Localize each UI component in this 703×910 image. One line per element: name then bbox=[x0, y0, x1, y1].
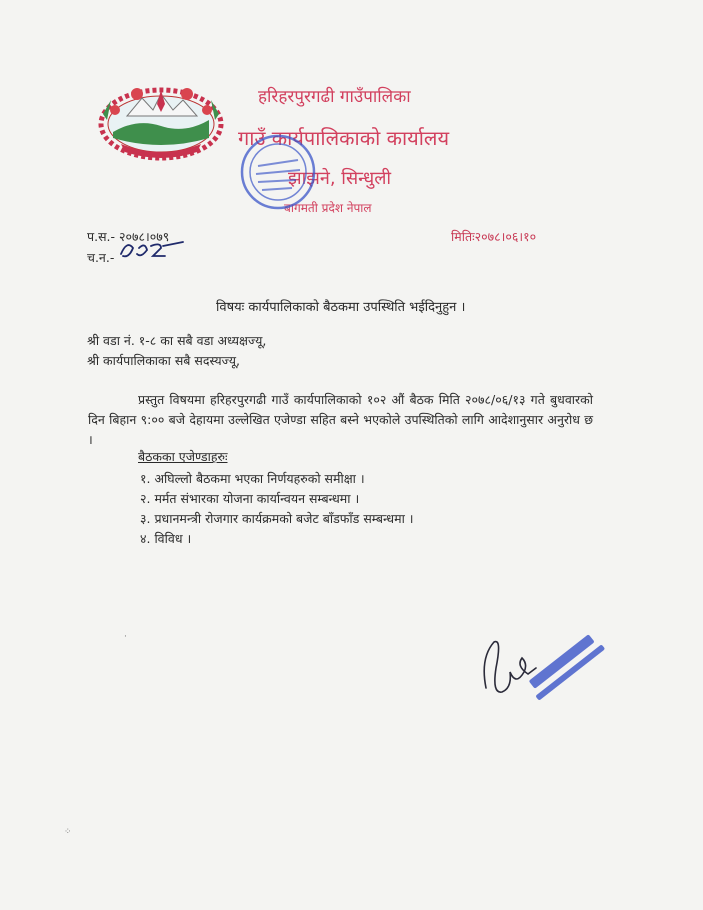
scan-speck: · bbox=[124, 632, 127, 642]
recipient-line: श्री वडा नं. १-८ का सबै वडा अध्यक्षज्यू, bbox=[87, 333, 267, 348]
agenda-item: ३. प्रधानमन्त्री रोजगार कार्यक्रमको बजेट बाँडफाँड सम्बन्धमा । bbox=[140, 511, 414, 526]
agenda-item: १. अघिल्लो बैठकमा भएका निर्णयहरुको समीक्षा । bbox=[140, 471, 365, 486]
agenda-item: २. मर्मत संभारका योजना कार्यान्वयन सम्बन्धमा । bbox=[140, 491, 360, 506]
office-location: झाझने, सिन्धुली bbox=[288, 168, 392, 189]
officer-stamp-icon bbox=[517, 628, 613, 710]
office-stamp-icon bbox=[236, 130, 320, 214]
agenda-list bbox=[140, 469, 414, 549]
letter-subject: विषयः कार्यपालिकाको बैठकमा उपस्थिति भईदिनुहुन । bbox=[216, 300, 466, 315]
recipients bbox=[87, 331, 266, 371]
scan-speck: ⁘ bbox=[64, 827, 72, 837]
dispatch-label: च.न.- bbox=[87, 250, 115, 265]
agenda-title: बैठकका एजेण्डाहरुः bbox=[138, 449, 228, 464]
province-name: बागमती प्रदेश नेपाल bbox=[284, 201, 372, 215]
fiscal-year-ref: प.स.- २०७८।०७९ bbox=[87, 229, 170, 244]
svg-text:१९८: १९८ bbox=[117, 260, 119, 261]
nepal-emblem-icon bbox=[97, 80, 225, 164]
dispatch-number-handwritten bbox=[117, 238, 187, 262]
recipient-line: श्री कार्यपालिकाका सबै सदस्यज्यू, bbox=[87, 353, 240, 368]
letter-body: प्रस्तुत विषयमा हरिहरपुरगढी गाउँ कार्यपालिकाको १०२ औं बैठक मिति २०७८/०६/१३ गते बुधवारको दिन बिहान ९:०० बजे देहायमा उल्लेखित एजेण्डा सहित बस्ने भएकोले उपस्थितिको लागि आदेशानुसार अनुरोध छ । bbox=[88, 392, 593, 447]
letter-date: मितिः२०७८।०६।१० bbox=[451, 229, 537, 244]
office-name: गाउँ कार्यपालिकाको कार्यालय bbox=[238, 126, 450, 150]
municipality-name: हरिहरपुरगढी गाउँपालिका bbox=[258, 87, 411, 107]
agenda-item: ४. विविध । bbox=[140, 531, 192, 546]
